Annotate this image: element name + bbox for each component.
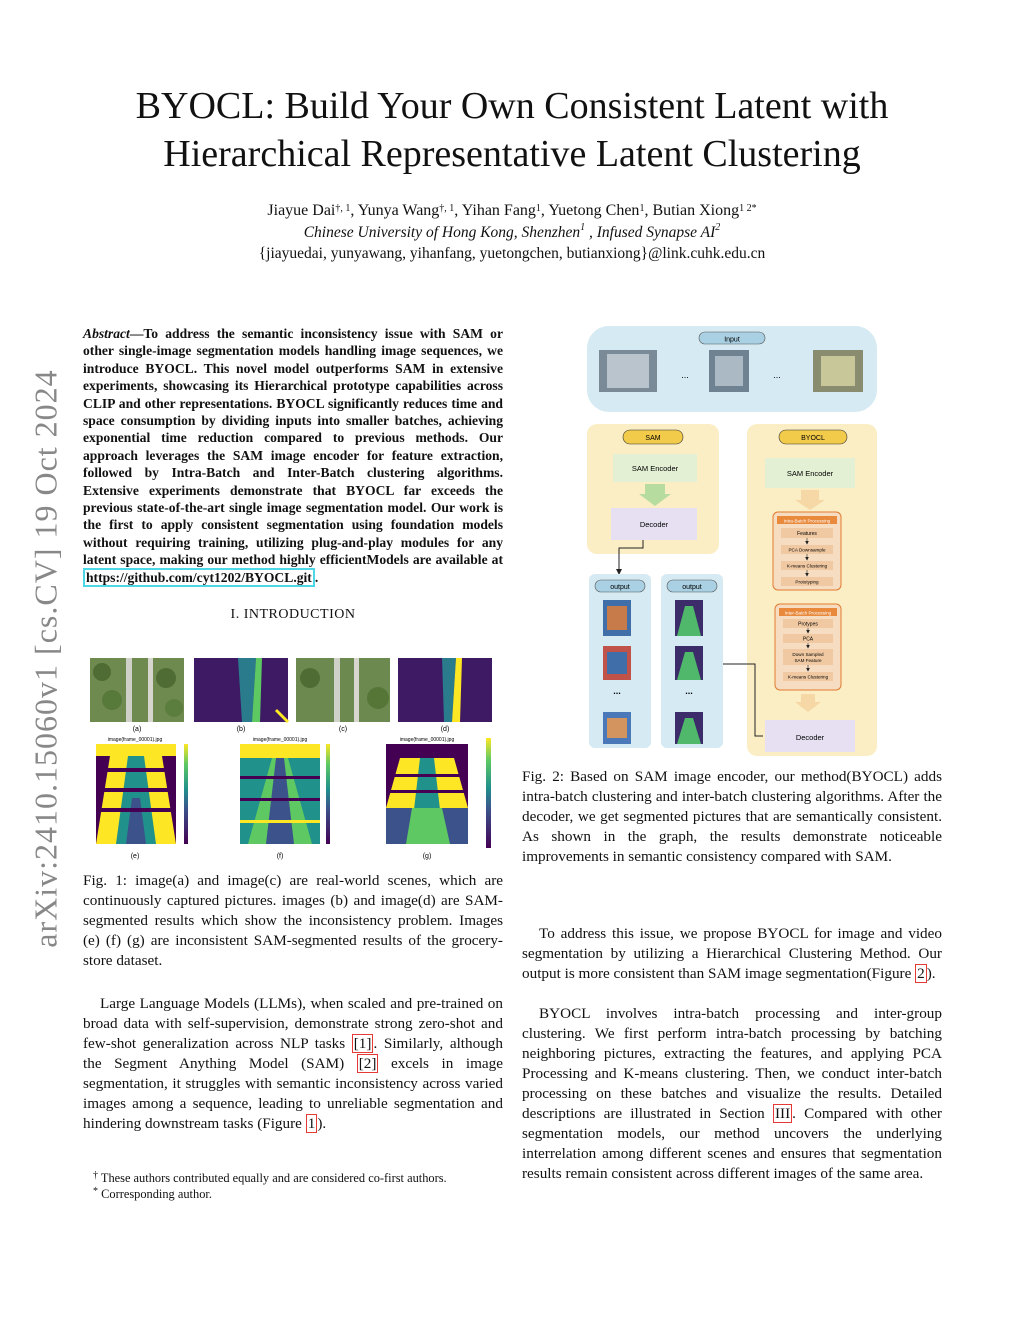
footnotes [83, 1170, 503, 1202]
fig1-label-d: (d) [440, 726, 450, 733]
para3-text: BYOCL involves intra-batch processing and inter-group clustering. We first perform intra-batch processing by batching neighboring pictures, extracting the features, and applying PCA Processing and K-means clustering. Then, we conduct inter-batch processing on these batches and visualize the results. Detailed descriptions are illustrated in Section [522, 1005, 942, 1122]
figure-1-caption: Fig. 1: image(a) and image(c) are real-world scenes, which are continuously captured pictures. images (b) and image(d) are SAM-segmented results which show the inconsistency problem. Images (e) (f) (g) are inconsistent SAM-segmented results of the grocery-store dataset. [83, 872, 503, 969]
sam-encoder-label: SAM Encoder [631, 464, 679, 473]
github-link[interactable]: https://github.com/cyt1202/BYOCL.git [83, 568, 315, 587]
fig1-plot-title-e: image(frame_00001).jpg [107, 737, 163, 743]
figure-reference-link[interactable]: 2 [917, 965, 925, 982]
author-name: Yunya Wang [357, 202, 440, 219]
inter-down-sampled: Down Sampled [792, 652, 824, 657]
footnote-text: Corresponding author. [101, 1187, 212, 1201]
para1-text: ). [317, 1115, 327, 1132]
ellipsis: ... [773, 370, 781, 380]
fig1-panel-e [96, 737, 188, 860]
intra-pca: PCA Downsample [788, 547, 826, 553]
para1-text: Large Language Models (LLMs), when scaled and pre-trained on broad data with self-supervision, demonstrate strong zero-shot and few-shot generalization across NLP tasks [83, 995, 503, 1052]
author-emails: {jiayuedai, yunyawang, yihanfang, yuetongchen, butianxiong}@link.cuhk.edu.cn [258, 245, 766, 262]
footnote-1 [83, 1170, 503, 1186]
fig1-label-g: (g) [422, 853, 432, 860]
paper-title [60, 82, 964, 178]
inter-sam-feature: SAM Feature [794, 658, 822, 663]
fig1-panel-d [398, 658, 492, 722]
fig1-panel-b [194, 658, 288, 722]
figure-1 [90, 658, 502, 864]
author-sup: 1 [639, 203, 645, 214]
decoder-label: Decoder [639, 520, 669, 529]
author-sup: 1 [535, 203, 541, 214]
arxiv-identifier: arXiv:2410.15060v1 [cs.CV] 19 Oct 2024 [27, 369, 64, 948]
footnote-mark: * [93, 1186, 98, 1197]
figure-reference-link[interactable]: 1 [307, 1115, 316, 1132]
affiliation-sup: 2 [715, 222, 721, 233]
input-label: Input [724, 336, 740, 344]
title-line-2: Hierarchical Representative Latent Clustering [163, 133, 861, 175]
author-sup: †, 1 [439, 203, 455, 214]
fig1-label-f: (f) [276, 853, 284, 860]
byocl-output-label: output [682, 584, 702, 591]
para2-text: To address this issue, we propose BYOCL for image and video segmentation by utilizing a Hierarchical Clustering Method. Our output is more consistent than SAM image segmentation(Figure [522, 925, 942, 982]
abstract-label: Abstract [83, 326, 130, 341]
citation-link[interactable]: [2] [358, 1055, 377, 1072]
intra-prototyping: Prototyping [795, 579, 819, 585]
fig1-label-b: (b) [236, 726, 246, 733]
intra-features: Features [797, 531, 817, 537]
para1-text: . Similarly, although the Segment Anything Model (SAM) [83, 1035, 503, 1072]
ellipsis: ... [681, 370, 689, 380]
author-sup: 1 2* [739, 203, 757, 214]
abstract-body: To address the semantic inconsistency issue with SAM or other single-image segmentation models handling image sequences, we introduce BYOCL. This novel model outperforms SAM in extensive experiments, showcasing its Hierarchical prototype capabilities across CLIP and other representations. BYOCL significantly reduces time and space consumption by dividing inputs into smaller batches, achieving exponential time reduction compared to previous methods. Our approach leverages the SAM image encoder for feature extraction, followed by Intra-Batch and Inter-Batch clustering algorithms. Extensive experiments demonstrate that BYOCL far exceeds the previous state-of-the-art single image segmentation model. Our work is the first to apply consistent segmentation using foundation models without requiring training, utilizing plug-and-play modules for any latent space, making our method highly efficientModels are available at [83, 326, 503, 568]
para1-text: excels in image segmentation, it struggles with semantic inconsistency across varied images among a sequence, leading to unreliable segmentation and hindering downstream tasks (Figure [83, 1055, 503, 1132]
ellipsis: ... [685, 686, 693, 696]
author-name: Butian Xiong [652, 202, 740, 219]
sam-output-label: output [610, 584, 630, 591]
fig1-panel-c [296, 658, 390, 722]
section-reference-link[interactable]: III [774, 1105, 791, 1122]
affiliation-2: Infused Synapse AI [596, 224, 716, 241]
footnote-text: These authors contributed equally and are considered co-first authors. [100, 1171, 447, 1185]
byocl-decoder-label: Decoder [795, 733, 825, 742]
fig1-panel-g [386, 737, 491, 860]
fig1-panel-a [90, 658, 184, 722]
footnote-mark: † [93, 1170, 98, 1181]
author-sup: †, 1 [335, 203, 351, 214]
byocl-label: BYOCL [801, 435, 825, 442]
author-name: Yuetong Chen [548, 202, 640, 219]
fig1-label-c: (c) [338, 726, 348, 733]
intro-paragraph-1 [83, 994, 503, 1134]
abstract-dash: — [129, 326, 144, 341]
fig1-plot-title-g: image(frame_00001).jpg [399, 737, 455, 743]
author-name: Yihan Fang [461, 202, 536, 219]
inter-batch-label: Inter-Batch Processing [784, 610, 832, 616]
author-name: Jiayue Dai [267, 202, 336, 219]
affiliation-sup: 1 [580, 222, 586, 233]
citation-link[interactable]: [1] [353, 1035, 372, 1052]
intro-paragraph-3 [522, 1004, 942, 1184]
fig1-label-e: (e) [130, 853, 140, 860]
section-heading-introduction: I. INTRODUCTION [230, 607, 356, 622]
inter-pca: PCA [802, 636, 814, 643]
fig1-panel-f [240, 737, 330, 860]
sam-label: SAM [645, 435, 661, 442]
intro-paragraph-2 [522, 924, 942, 984]
fig1-plot-title-f: image(frame_00001).jpg [252, 737, 308, 743]
intra-kmeans: K-means Clustering [786, 563, 828, 569]
byocl-encoder-label: SAM Encoder [786, 469, 834, 478]
inter-protypes: Protypes [798, 621, 818, 628]
intra-batch-label: Intra-Batch Processing [783, 518, 831, 524]
figure-2-caption: Fig. 2: Based on SAM image encoder, our method(BYOCL) adds intra-batch clustering and inter-batch clustering algorithms. After the decoder, we get segmented pictures that are semantically consistent. As shown in the graph, the results demonstrate noticeable improvements in semantic consistency compared with SAM. [522, 768, 942, 865]
affiliation-separator: , [585, 224, 597, 241]
inter-kmeans: K-means Clustering [787, 674, 829, 680]
affiliations [60, 224, 964, 242]
ellipsis: ... [613, 686, 621, 696]
abstract-end: . [314, 569, 319, 585]
para2-text: ). [926, 965, 936, 982]
abstract [83, 325, 503, 586]
para3-text: . Compared with other segmentation models, our method uncovers the underlying interrelation among different scenes and ensures that segmentation results remain consistent across different images of the same area. [522, 1105, 942, 1182]
title-line-1: BYOCL: Build Your Own Consistent Latent with [135, 85, 889, 127]
figure-2-diagram [585, 322, 879, 760]
footnote-2 [83, 1186, 503, 1202]
affiliation-1: Chinese University of Hong Kong, Shenzhen [303, 224, 581, 241]
author-list: Jiayue Dai$^{\dagger, 1}$, Yunya Wang$^{\dagger, 1}$, Yihan Fang$^1$, Yuetong Chen$^1$, Butian Xiong$^{1 2*}$ [267, 202, 757, 219]
fig1-label-a: (a) [132, 726, 142, 733]
